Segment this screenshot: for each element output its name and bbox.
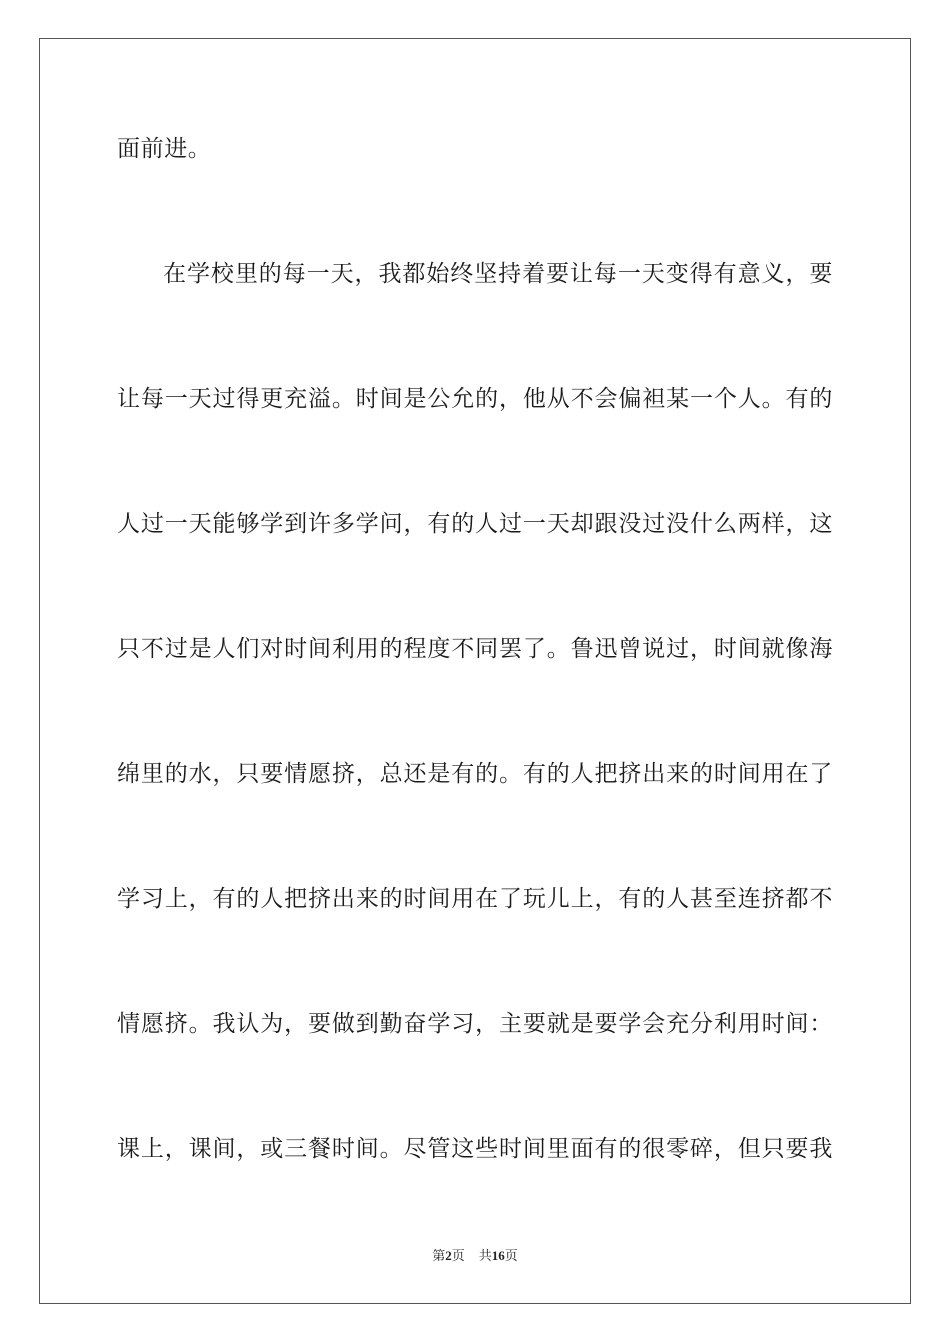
text-line-2: 在学校里的每一天，我都始终坚持着要让每一天变得有意义，要 (163, 261, 833, 287)
text-line-8: 情愿挤。我认为，要做到勤奋学习，主要就是要学会充分利用时间： (117, 1011, 833, 1037)
text-line-9: 课上，课间，或三餐时间。尽管这些时间里面有的很零碎，但只要我 (117, 1136, 833, 1162)
page-prefix: 第 (432, 1248, 446, 1263)
page-number: 2 (445, 1248, 452, 1263)
text-line-7: 学习上，有的人把挤出来的时间用在了玩儿上，有的人甚至连挤都不 (117, 886, 833, 912)
text-line-3: 让每一天过得更充溢。时间是公允的，他从不会偏袒某一个人。有的 (117, 386, 833, 412)
page-suffix: 页 (451, 1248, 465, 1263)
total-prefix: 共 (478, 1248, 492, 1263)
text-line-6: 绵里的水，只要情愿挤，总还是有的。有的人把挤出来的时间用在了 (117, 761, 833, 787)
total-pages: 16 (491, 1248, 505, 1263)
page-border (39, 38, 911, 1304)
text-line-1: 面前进。 (117, 136, 212, 162)
text-line-5: 只不过是人们对时间利用的程度不同罢了。鲁迅曾说过，时间就像海 (117, 636, 833, 662)
page-footer (0, 1247, 950, 1265)
text-line-4: 人过一天能够学到许多学问，有的人过一天却跟没过没什么两样，这 (117, 511, 833, 537)
total-suffix: 页 (504, 1248, 518, 1263)
